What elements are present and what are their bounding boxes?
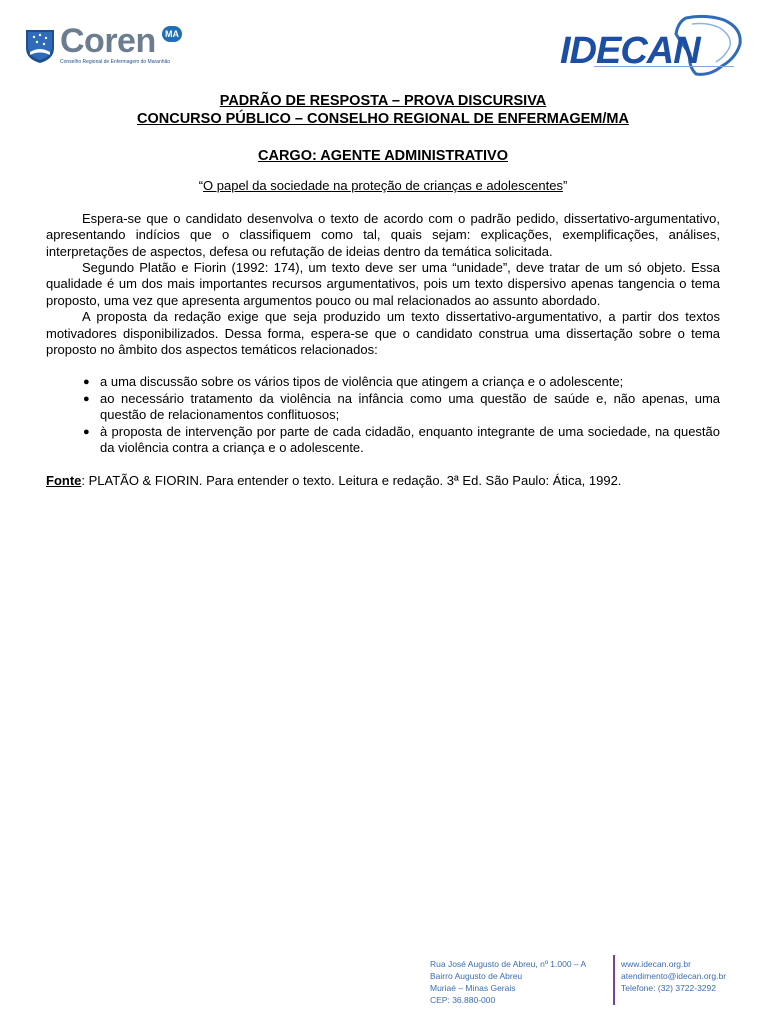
footer-website-link[interactable]: www.idecan.org.br [621,959,691,969]
footer-address [430,958,610,1006]
source-reference [46,473,720,489]
paragraph-1: Espera-se que o candidato desenvolva o texto de acordo com o padrão pedido, dissertativo-argumentativo, apresentando indícios que o classifiquem como tal, quais sejam: explicações, exemplificações, análises, interpretações de aspectos, defesa ou refutação de ideias dentro da temática solicitada. [46,210,720,259]
source-text: : PLATÃO & FIORIN. Para entender o texto. Leitura e redação. 3ª Ed. São Paulo: Ática, 1992. [81,472,622,488]
list-item [83,423,720,457]
idecan-logo-tagline-rule [594,66,734,70]
footer-address-line: Rua José Augusto de Abreu, nº 1.000 – A [430,959,587,969]
coren-logo-badge: MA [162,26,182,42]
list-item [83,390,720,424]
theme-title-text: O papel da sociedade na proteção de crianças e adolescentes [203,178,563,194]
coren-logo [24,24,184,68]
source-label: Fonte [46,472,82,488]
footer-address-line: CEP: 36.880-000 [430,995,496,1005]
list-item-text: a uma discussão sobre os vários tipos de violência que atingem a criança e o adolescente; [100,374,624,390]
document-title-line-2: CONCURSO PÚBLICO – CONSELHO REGIONAL DE ENFERMAGEM/MA [137,111,629,127]
coren-logo-name: Coren [60,22,156,60]
idecan-logo-name: IDECAN [560,30,700,72]
bullet-icon: ● [83,425,90,438]
theme-open-quote: “ [198,178,204,194]
cargo-heading: CARGO: AGENTE ADMINISTRATIVO [258,148,508,164]
thematic-aspects-list [46,374,720,456]
list-item [83,374,720,390]
bullet-icon: ● [83,392,90,405]
paragraph-3: A proposta da redação exige que seja produzido um texto dissertativo-argumentativo, a partir dos textos motivadores disponibilizados. Dessa forma, espera-se que o candidato construa uma dissertação sobre o tema proposto no âmbito dos aspectos temáticos relacionados: [46,309,720,358]
theme-title [46,178,720,194]
list-item-text: ao necessário tratamento da violência na infância como uma questão de saúde e, não apenas, uma questão de relacionamentos conflituosos; [100,390,720,423]
page-header [0,0,768,90]
footer-address-line: Muriaé – Minas Gerais [430,983,516,993]
bullet-icon: ● [83,376,90,389]
document-body [46,92,720,502]
coren-shield-icon [24,28,56,64]
footer-divider [613,955,615,1005]
coren-logo-subtitle: Conselho Regional de Enfermagem do Maranhão [60,59,171,65]
document-title-line-1: PADRÃO DE RESPOSTA – PROVA DISCURSIVA [219,93,547,109]
list-item-text: à proposta de intervenção por parte de cada cidadão, enquanto integrante de uma sociedade, na questão da violência contra a criança e o adolescente. [100,423,720,456]
footer-address-line: Bairro Augusto de Abreu [430,971,523,981]
paragraph-2: Segundo Platão e Fiorin (1992: 174), um texto deve ser uma “unidade”, deve tratar de um só objeto. Essa qualidade é um dos mais importantes recursos argumentativos, pois um texto dispersivo apenas tangencia o tema proposto, uma vez que apresenta argumentos pouco ou mal relacionados ao assunto abordado. [46,260,720,308]
footer-contact [621,958,761,994]
theme-close-quote: ” [562,178,568,194]
footer-phone: Telefone: (32) 3722-3292 [621,983,716,993]
footer-email-link[interactable]: atendimento@idecan.org.br [621,971,727,981]
idecan-logo [556,14,752,80]
